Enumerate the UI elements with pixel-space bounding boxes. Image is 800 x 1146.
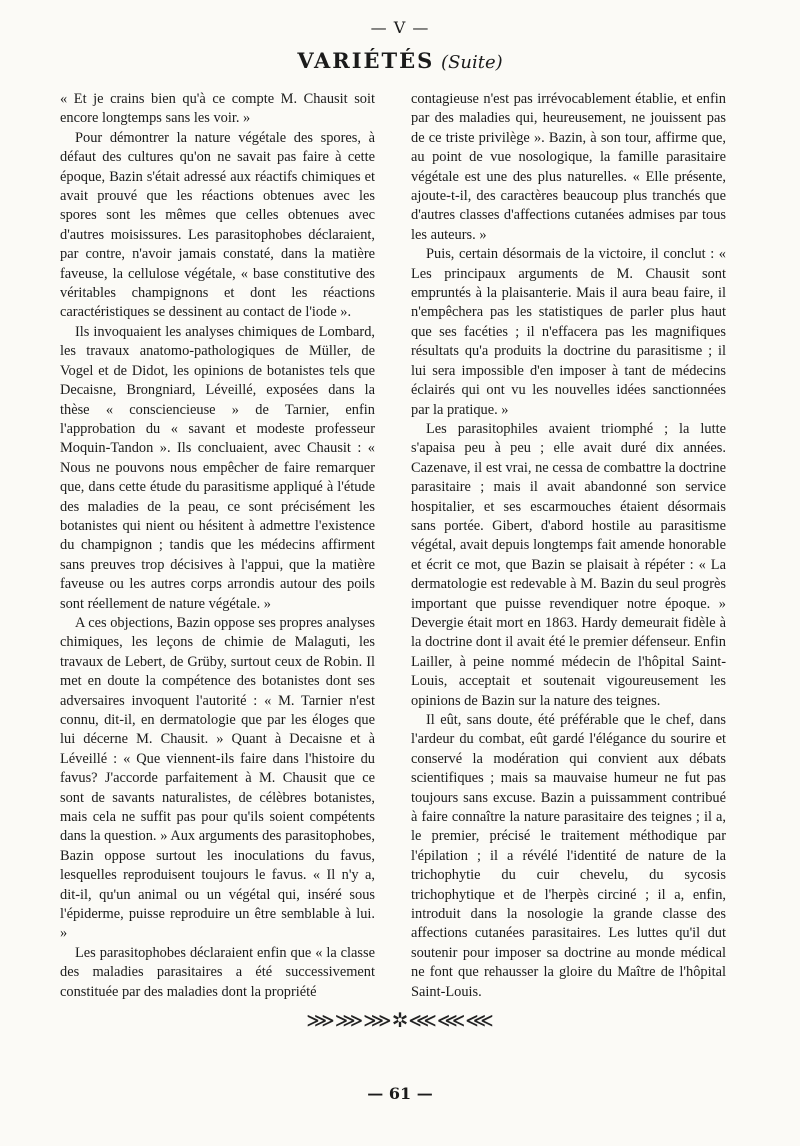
paragraph: Les parasitophiles avaient triomphé ; la lutte s'apaisa peu à peu ; elle avait duré dix années. Cazenave, il est vrai, ne cessa de combattre la doctrine parasitaire ; mais il avait abandonné son service hospitalier, et ses escarmouches étaient désormais sans portée. Gibert, d'abord hostile au parasitisme végétal, avait depuis longtemps fait amende honorable et écrit ce mot, que Bazin se plaisait à répéter : « La dermatologie est redevable à M. Bazin du seul progrès important que puisse revendiquer notre époque. » Devergie était mort en 1863. Hardy demeurait fidèle à la doctrine dont il avait été le premier défenseur. Enfin Lailler, à peine nommé médecin de l'hôpital Saint-Louis, acceptait et soutenait vigoureusement les opinions de Bazin sur la nature des teignes. <box>411 420 726 709</box>
page-number: — 61 — <box>367 1084 433 1103</box>
paragraph: Il eût, sans doute, été préférable que le chef, dans l'ardeur du combat, eût gardé l'élégance du sourire et conservé la modération qui convient aux débats scientifiques ; mais sa mauvaise humeur ne fut pas toujours sans excuse. Bazin a puissamment contribué à faire connaître la nature parasitaire des teignes ; il a, le premier, précisé le traitement méthodique par l'épilation ; il a révélé l'identité de nature de la trichophytie du cuir chevelu, du sycosis trichophytique et de l'herpès circiné ; il a, enfin, introduit dans la nosologie la grande classe des affections cutanées parasitaires. Les luttes qu'il dut soutenir pour imposer sa doctrine au monde médical ne font que rehausser la gloire du Maître de l'hôpital Saint-Louis. <box>411 712 726 1000</box>
paragraph: Pour démontrer la nature végétale des spores, à défaut des cultures qu'on ne savait pas faire à cette époque, Bazin s'était adressé aux réactifs chimiques et avait prouvé que les réactions obtenues avec les spores sont les mêmes que celles obtenues avec d'autres moisissures. Les parasitophobes déclaraient, par contre, n'avoir jamais constaté, dans la matière faveuse, la cellulose végétale, « base constitutive des véritables champignons et dont les réactions caractéristiques se dessinent au contact de l'iode ». <box>60 129 375 321</box>
section-title <box>0 48 800 73</box>
paragraph: contagieuse n'est pas irrévocablement établie, et enfin par des maladies qui, heureusement, ne jouissent pas de ce triste privilège ». Bazin, à son tour, affirme que, au point de vue nosologique, la famille parasitaire végétale est une des plus naturelles. « Elle présente, ajoute-t-il, des caractères beaucoup plus tranchés que d'autres classes d'affections cutanées admises par tous les auteurs. » <box>411 91 726 243</box>
left-column <box>60 90 375 1002</box>
paragraph: Les parasitophobes déclaraient enfin que « la classe des maladies parasitaires a été successivement constituée par des maladies dont la propriété <box>60 944 375 1000</box>
paragraph: Puis, certain désormais de la victoire, il conclut : « Les principaux arguments de M. Chausit sont empruntés à la plaisanterie. Mais il aura beau faire, il n'empêchera pas les statistiques de parler plus haut que ses facéties ; il n'effacera pas les magnifiques résultats qu'a produits la doctrine du parasitisme ; il lui sera impossible d'en imposer à tant de médecins éclairés qui ont vu les nouvelles idées sanctionnées par la pratique. » <box>411 246 726 418</box>
decorative-ornament: ⋙⋙⋙✲⋘⋘⋘ <box>306 1008 494 1032</box>
paragraph: « Et je crains bien qu'à ce compte M. Chausit soit encore longtemps sans les voir. » <box>60 91 375 127</box>
section-title-sub: (Suite) <box>441 52 503 73</box>
page-header: — V — <box>370 18 430 37</box>
section-title-main: VARIÉTÉS <box>297 48 435 73</box>
paragraph: A ces objections, Bazin oppose ses propres analyses chimiques, les leçons de chimie de Malaguti, les travaux de Lebert, de Grüby, surtout ceux de Robin. Il met en doute la compétence des botanistes dont ses adversaires invoquent l'autorité : « M. Tarnier n'est connu, dit-il, en dermatologie que par les éloges que lui décerne M. Chausit. » Quant à Decaisne et à Léveillé : « Que viennent-ils faire dans l'histoire du favus? J'accorde parfaitement à M. Chausit que ce sont de savants naturalistes, de célèbres botanistes, mais cela ne suffit pas pour qu'ils soient compétents dans la question. » Aux arguments des parasitophobes, Bazin oppose surtout les inoculations du favus, lesquelles reproduisent toujours le favus. « Il n'y a, dit-il, qu'un animal ou un végétal qui, inséré sous l'épiderme, puisse reproduire un être semblable à lui. » <box>60 614 375 942</box>
right-column <box>411 90 726 1002</box>
paragraph: Ils invoquaient les analyses chimiques de Lombard, les travaux anatomo-pathologiques de Müller, de Vogel et de Didot, les opinions de botanistes tels que Decaisne, Brongniard, Léveillé, exposées dans la thèse « consciencieuse » de Tarnier, enfin l'approbation du « savant et modeste professeur Moquin-Tandon ». Ils concluaient, avec Chausit : « Nous ne pouvons nous empêcher de faire remarquer que, dans cette étude du parasitisme appliqué à l'étude des maladies de la peau, ce sont précisément les botanistes qui nient ou hésitent à admettre l'existence du champignon ; tandis que les médecins affirment sans preuves trop décisives à l'appui, que la matière faveuse ou les autres corps arrondis autour des poils sont réellement de nature végétale. » <box>60 323 375 612</box>
